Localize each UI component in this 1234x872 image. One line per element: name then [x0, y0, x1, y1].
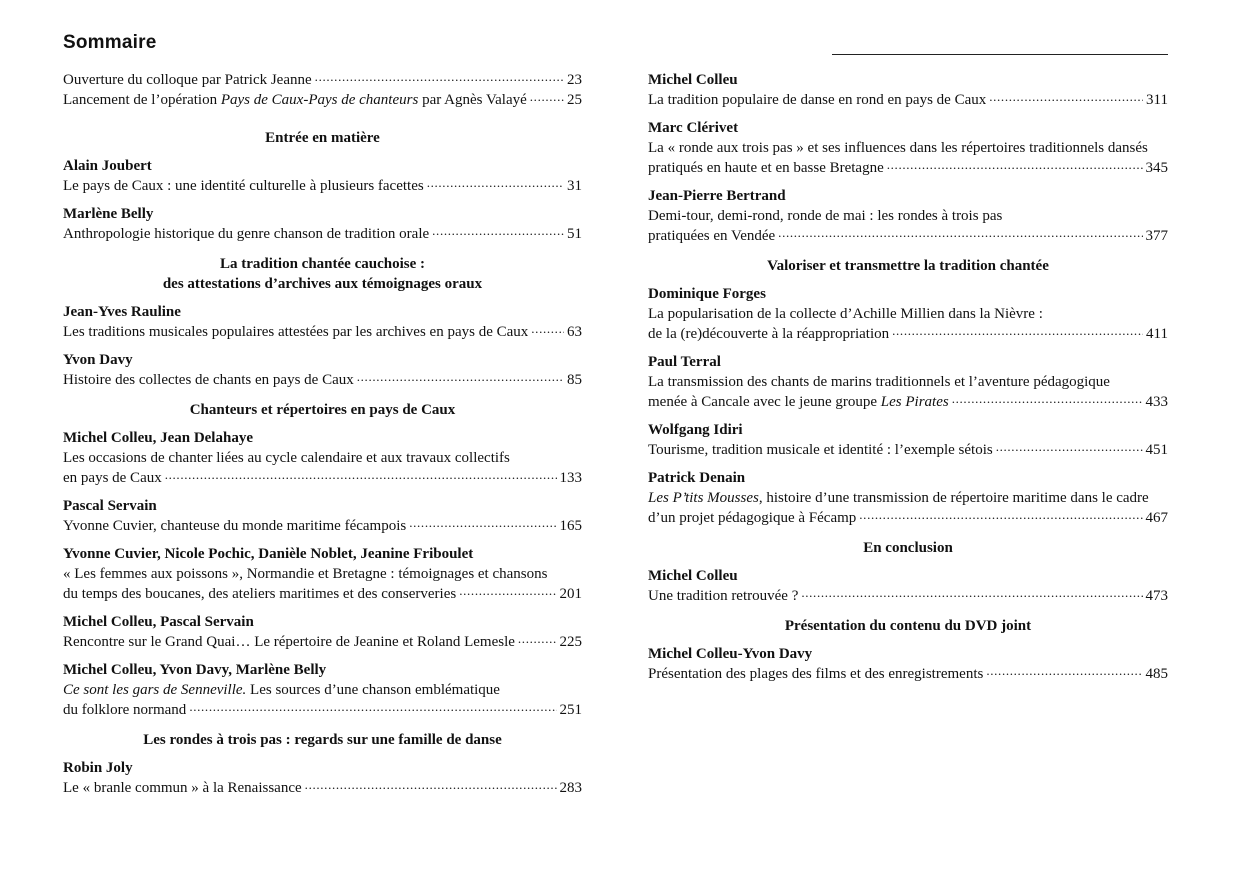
toc-line[interactable]	[63, 70, 582, 90]
toc-line[interactable]	[648, 90, 1168, 110]
toc-line-text-pre: Les sources d’une chanson emblématique	[246, 682, 500, 698]
toc-page-number: 433	[1145, 394, 1168, 410]
toc-line[interactable]	[63, 224, 582, 244]
toc-intro	[63, 70, 582, 110]
entry-author: Marc Clérivet	[648, 120, 739, 136]
dot-leader	[409, 516, 556, 530]
dot-leader	[778, 226, 1142, 240]
entry-author: Jean-Pierre Bertrand	[648, 188, 786, 204]
toc-left-column	[63, 70, 582, 806]
toc-entry	[648, 352, 1168, 412]
toc-page-number: 473	[1145, 588, 1168, 604]
toc-line-text: d’un projet pédagogique à Fécamp	[648, 510, 857, 526]
toc-entry	[648, 420, 1168, 460]
section-title: Chanteurs et répertoires en pays de Caux	[189, 402, 456, 418]
dot-leader	[189, 700, 556, 714]
dot-leader	[986, 664, 1142, 678]
dot-leader	[357, 370, 564, 384]
section-title: Valoriser et transmettre la tradition chantée	[767, 258, 1049, 274]
toc-section	[63, 730, 582, 750]
entry-author: Michel Colleu, Yvon Davy, Marlène Belly	[63, 662, 327, 678]
toc-line-text: pratiqués en haute et en basse Bretagne	[648, 160, 884, 176]
page-title: Sommaire	[63, 32, 157, 53]
toc-page-number: 467	[1145, 510, 1168, 526]
entry-author: Yvonne Cuvier, Nicole Pochic, Danièle Noblet, Jeanine Friboulet	[63, 546, 474, 562]
toc-page-number: 451	[1145, 442, 1168, 458]
toc-line[interactable]	[63, 468, 582, 488]
toc-line-text: Tourisme, tradition musicale et identité : l’exemple sétois	[648, 442, 993, 458]
toc-line[interactable]	[63, 584, 582, 604]
toc-line[interactable]	[648, 440, 1168, 460]
toc-line[interactable]	[648, 392, 1168, 412]
toc-line-text-italic: Ce sont les gars de Senneville.	[63, 682, 247, 698]
toc-line-text: Une tradition retrouvée ?	[648, 588, 799, 604]
toc-entry	[648, 644, 1168, 684]
toc-line-text: pratiquées en Vendée	[648, 228, 776, 244]
toc-page-number: 377	[1145, 228, 1168, 244]
toc-line-text: Présentation des plages des films et des enregistrements	[648, 666, 984, 682]
toc-entry	[63, 612, 582, 652]
toc-line-text	[648, 392, 949, 412]
toc-entry	[63, 156, 582, 196]
toc-line-text: « Les femmes aux poissons », Normandie et Bretagne : témoignages et chansons	[63, 566, 548, 582]
toc-line-text: Rencontre sur le Grand Quai… Le répertoire de Jeanine et Roland Lemesle	[63, 634, 515, 650]
toc-line[interactable]	[648, 508, 1168, 528]
section-title: Entrée en matière	[265, 130, 380, 146]
toc-page-number: 201	[559, 586, 582, 602]
toc-page-number: 85	[567, 372, 582, 388]
toc-line-text: du folklore normand	[63, 702, 187, 718]
toc-page-number: 23	[567, 72, 582, 88]
toc-line-text-pre: menée à Cancale avec le jeune groupe	[648, 394, 881, 410]
toc-line-text-post: par Agnès Valayé	[418, 92, 527, 108]
toc-line[interactable]	[648, 586, 1168, 606]
toc-line-text-italic: Les P’tits Mousses	[648, 490, 759, 506]
toc-line-text: de la (re)découverte à la réappropriation	[648, 326, 890, 342]
toc-line[interactable]	[648, 158, 1168, 178]
entry-author: Paul Terral	[648, 354, 721, 370]
toc-page-number: 283	[559, 780, 582, 796]
entry-author: Yvon Davy	[63, 352, 133, 368]
toc-line-text: Demi-tour, demi-rond, ronde de mai : les rondes à trois pas	[648, 208, 1003, 224]
toc-line[interactable]	[63, 778, 582, 798]
dot-leader	[859, 508, 1142, 522]
toc-entry	[63, 496, 582, 536]
toc-page-number: 25	[567, 92, 582, 108]
toc-page-number: 63	[567, 324, 582, 340]
toc-entry	[63, 428, 582, 488]
toc-page-number: 311	[1146, 92, 1168, 108]
dot-leader	[305, 778, 557, 792]
toc-line[interactable]	[63, 632, 582, 652]
entry-author: Michel Colleu	[648, 568, 738, 584]
entry-author: Marlène Belly	[63, 206, 154, 222]
toc-section	[648, 616, 1168, 636]
toc-page-number: 51	[567, 226, 582, 242]
toc-section	[648, 256, 1168, 276]
dot-leader	[530, 90, 564, 104]
section-title: Présentation du contenu du DVD joint	[784, 618, 1032, 634]
toc-line-text: La popularisation de la collecte d’Achille Millien dans la Nièvre :	[648, 306, 1043, 322]
toc-line-text: du temps des boucanes, des ateliers maritimes et des conserveries	[63, 586, 457, 602]
toc-right-column	[648, 70, 1168, 692]
entry-author: Michel Colleu-Yvon Davy	[648, 646, 813, 662]
toc-line-text-italic: Les Pirates	[880, 394, 949, 410]
dot-leader	[892, 324, 1143, 338]
toc-page-number: 485	[1145, 666, 1168, 682]
toc-entry	[648, 70, 1168, 110]
toc-line[interactable]	[63, 370, 582, 390]
entry-author: Alain Joubert	[63, 158, 152, 174]
toc-line[interactable]	[63, 516, 582, 536]
section-title: Les rondes à trois pas : regards sur une famille de danse	[143, 732, 502, 748]
toc-line-text	[63, 90, 527, 110]
entry-author: Jean-Yves Rauline	[63, 304, 181, 320]
toc-entry	[648, 118, 1168, 178]
toc-line-text: Le pays de Caux : une identité culturelle à plusieurs facettes	[63, 178, 424, 194]
dot-leader	[459, 584, 556, 598]
toc-section	[63, 400, 582, 420]
toc-page-number: 133	[559, 470, 582, 486]
toc-line-text: La « ronde aux trois pas » et ses influences dans les répertoires traditionnels dansés	[648, 140, 1148, 156]
toc-line[interactable]	[648, 664, 1168, 684]
toc-entry	[63, 660, 582, 720]
dot-leader	[531, 322, 564, 336]
toc-entry	[63, 544, 582, 604]
toc-line[interactable]	[648, 324, 1168, 344]
toc-line-text: Les traditions musicales populaires attestées par les archives en pays de Caux	[63, 324, 529, 340]
toc-line[interactable]	[63, 322, 582, 342]
section-title: En conclusion	[863, 540, 953, 556]
toc-line-text: Les occasions de chanter liées au cycle calendaire et aux travaux collectifs	[63, 450, 510, 466]
dot-leader	[518, 632, 557, 646]
dot-leader	[432, 224, 564, 238]
dot-leader	[801, 586, 1142, 600]
dot-leader	[989, 90, 1143, 104]
dot-leader	[952, 392, 1143, 406]
toc-page-number: 411	[1146, 326, 1168, 342]
toc-page-number: 165	[559, 518, 582, 534]
entry-author: Patrick Denain	[648, 470, 746, 486]
toc-line-text: La transmission des chants de marins traditionnels et l’aventure pédagogique	[648, 374, 1110, 390]
toc-entry	[63, 302, 582, 342]
entry-author: Dominique Forges	[648, 286, 766, 302]
toc-line-text: Le « branle commun » à la Renaissance	[63, 780, 302, 796]
dot-leader	[887, 158, 1143, 172]
toc-entry	[63, 204, 582, 244]
entry-author: Pascal Servain	[63, 498, 157, 514]
toc-page-number: 225	[559, 634, 582, 650]
entry-author: Wolfgang Idiri	[648, 422, 743, 438]
toc-line[interactable]	[63, 176, 582, 196]
dot-leader	[996, 440, 1143, 454]
toc-entry	[63, 758, 582, 798]
toc-line-text: Anthropologie historique du genre chanson de tradition orale	[63, 226, 430, 242]
dot-leader	[315, 70, 564, 84]
toc-entry	[648, 284, 1168, 344]
toc-line-text-pre: , histoire d’une transmission de répertoire maritime dans le cadre	[758, 490, 1149, 506]
toc-entry	[648, 566, 1168, 606]
section-title: des attestations d’archives aux témoignages oraux	[162, 276, 483, 292]
toc-line[interactable]	[63, 700, 582, 720]
dot-leader	[427, 176, 564, 190]
dot-leader	[165, 468, 557, 482]
toc-line-text: en pays de Caux	[63, 470, 162, 486]
toc-entry	[63, 350, 582, 390]
entry-author: Michel Colleu, Jean Delahaye	[63, 430, 253, 446]
toc-line-text: Histoire des collectes de chants en pays de Caux	[63, 372, 354, 388]
toc-page-number: 345	[1145, 160, 1168, 176]
toc-line-text: La tradition populaire de danse en rond en pays de Caux	[648, 92, 987, 108]
header-rule	[832, 54, 1168, 55]
toc-line-text-italic: Pays de Caux-Pays de chanteurs	[220, 92, 419, 108]
entry-author: Michel Colleu	[648, 72, 738, 88]
entry-author: Michel Colleu, Pascal Servain	[63, 614, 254, 630]
toc-section	[63, 254, 582, 294]
toc-section	[648, 538, 1168, 558]
toc-line-text: Ouverture du colloque par Patrick Jeanne	[63, 72, 312, 88]
toc-entry	[648, 186, 1168, 246]
entry-author: Robin Joly	[63, 760, 133, 776]
toc-line[interactable]	[648, 226, 1168, 246]
toc-line[interactable]	[63, 90, 582, 110]
toc-line-text-pre: Lancement de l’opération	[63, 92, 221, 108]
toc-line-text	[648, 488, 1168, 508]
toc-entry	[648, 468, 1168, 528]
section-title: La tradition chantée cauchoise :	[220, 256, 425, 272]
toc-line-text: Yvonne Cuvier, chanteuse du monde maritime fécampois	[63, 518, 407, 534]
toc-line-text	[63, 680, 582, 700]
toc-page-number: 251	[559, 702, 582, 718]
toc-page-number: 31	[567, 178, 582, 194]
toc-section	[63, 128, 582, 148]
